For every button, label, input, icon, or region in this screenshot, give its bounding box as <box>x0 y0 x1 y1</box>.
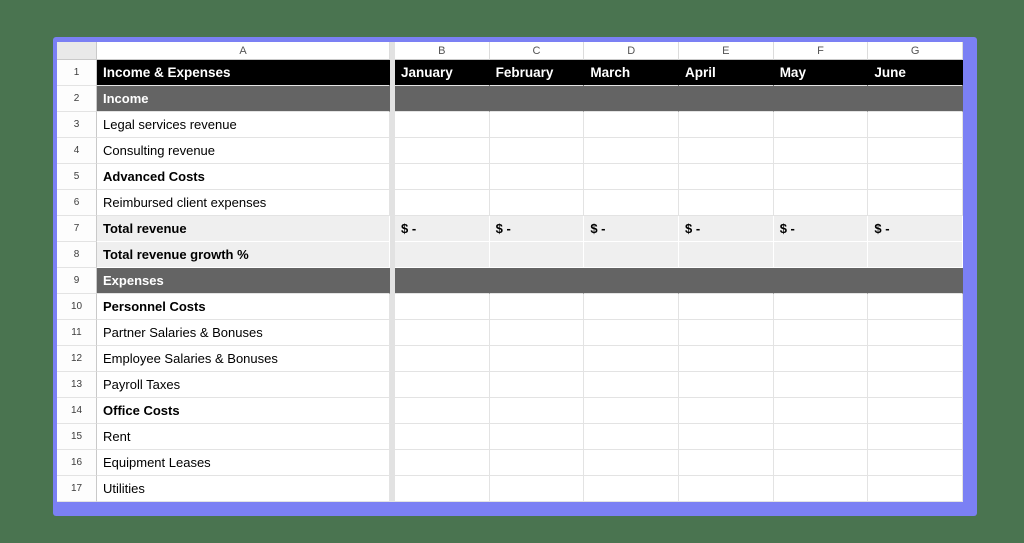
cell-C9[interactable] <box>490 268 585 294</box>
cell-B4[interactable] <box>395 138 490 164</box>
cell-D15[interactable] <box>584 424 679 450</box>
column-header-D[interactable]: D <box>584 42 679 60</box>
cell-B7[interactable]: $ - <box>395 216 490 242</box>
cell-A14[interactable]: Office Costs <box>97 398 390 424</box>
cell-B6[interactable] <box>395 190 490 216</box>
cell-G17[interactable] <box>868 476 963 502</box>
cell-A8[interactable]: Total revenue growth % <box>97 242 390 268</box>
cell-F13[interactable] <box>774 372 869 398</box>
cell-C12[interactable] <box>490 346 585 372</box>
cell-A10[interactable]: Personnel Costs <box>97 294 390 320</box>
cell-A13[interactable]: Payroll Taxes <box>97 372 390 398</box>
cell-E16[interactable] <box>679 450 774 476</box>
sheet-row-17 <box>57 476 963 502</box>
cell-B1[interactable]: January <box>395 60 490 86</box>
cell-A16[interactable]: Equipment Leases <box>97 450 390 476</box>
cell-B13[interactable] <box>395 372 490 398</box>
row-header-7[interactable]: 7 <box>57 216 97 242</box>
cell-A7[interactable]: Total revenue <box>97 216 390 242</box>
cell-D11[interactable] <box>584 320 679 346</box>
row-header-15[interactable]: 15 <box>57 424 97 450</box>
cell-G16[interactable] <box>868 450 963 476</box>
cell-E3[interactable] <box>679 112 774 138</box>
row-header-6[interactable]: 6 <box>57 190 97 216</box>
cell-C14[interactable] <box>490 398 585 424</box>
cell-C15[interactable] <box>490 424 585 450</box>
cell-B16[interactable] <box>395 450 490 476</box>
row-header-12[interactable]: 12 <box>57 346 97 372</box>
cell-B5[interactable] <box>395 164 490 190</box>
cell-E13[interactable] <box>679 372 774 398</box>
row-header-10[interactable]: 10 <box>57 294 97 320</box>
cell-G4[interactable] <box>868 138 963 164</box>
row-header-1[interactable]: 1 <box>57 60 97 86</box>
cell-E17[interactable] <box>679 476 774 502</box>
cell-F5[interactable] <box>774 164 869 190</box>
cell-C4[interactable] <box>490 138 585 164</box>
cell-G12[interactable] <box>868 346 963 372</box>
cell-D14[interactable] <box>584 398 679 424</box>
cell-A9[interactable]: Expenses <box>97 268 390 294</box>
cell-G14[interactable] <box>868 398 963 424</box>
cell-E5[interactable] <box>679 164 774 190</box>
sheet-row-13 <box>57 372 963 398</box>
cell-B14[interactable] <box>395 398 490 424</box>
cell-G1[interactable]: June <box>868 60 963 86</box>
cell-G8[interactable] <box>868 242 963 268</box>
cell-B8[interactable] <box>395 242 490 268</box>
cell-B9[interactable] <box>395 268 490 294</box>
cell-B10[interactable] <box>395 294 490 320</box>
row-header-17[interactable]: 17 <box>57 476 97 502</box>
cell-C10[interactable] <box>490 294 585 320</box>
cell-E12[interactable] <box>679 346 774 372</box>
cell-D16[interactable] <box>584 450 679 476</box>
cell-E1[interactable]: April <box>679 60 774 86</box>
cell-A15[interactable]: Rent <box>97 424 390 450</box>
cell-G2[interactable] <box>868 86 963 112</box>
column-header-A[interactable]: A <box>97 42 390 60</box>
cell-C5[interactable] <box>490 164 585 190</box>
row-header-11[interactable]: 11 <box>57 320 97 346</box>
sheet-row-3 <box>57 112 963 138</box>
cell-C17[interactable] <box>490 476 585 502</box>
cell-D8[interactable] <box>584 242 679 268</box>
cell-D6[interactable] <box>584 190 679 216</box>
cell-G7[interactable]: $ - <box>868 216 963 242</box>
cell-F7[interactable]: $ - <box>774 216 869 242</box>
cell-D17[interactable] <box>584 476 679 502</box>
cell-B11[interactable] <box>395 320 490 346</box>
cell-D3[interactable] <box>584 112 679 138</box>
cell-B12[interactable] <box>395 346 490 372</box>
cell-B17[interactable] <box>395 476 490 502</box>
cell-D12[interactable] <box>584 346 679 372</box>
row-header-5[interactable]: 5 <box>57 164 97 190</box>
sheet-row-8 <box>57 242 963 268</box>
cell-A1[interactable]: Income & Expenses <box>97 60 390 86</box>
cell-G9[interactable] <box>868 268 963 294</box>
sheet-frame <box>53 37 977 516</box>
cell-D7[interactable]: $ - <box>584 216 679 242</box>
cell-F6[interactable] <box>774 190 869 216</box>
sheet-row-5 <box>57 164 963 190</box>
cell-B3[interactable] <box>395 112 490 138</box>
cell-G10[interactable] <box>868 294 963 320</box>
cell-F4[interactable] <box>774 138 869 164</box>
cell-D2[interactable] <box>584 86 679 112</box>
cell-E6[interactable] <box>679 190 774 216</box>
cell-F3[interactable] <box>774 112 869 138</box>
cell-F2[interactable] <box>774 86 869 112</box>
cell-F15[interactable] <box>774 424 869 450</box>
cell-D13[interactable] <box>584 372 679 398</box>
cell-E2[interactable] <box>679 86 774 112</box>
row-header-13[interactable]: 13 <box>57 372 97 398</box>
cell-C13[interactable] <box>490 372 585 398</box>
cell-F11[interactable] <box>774 320 869 346</box>
cell-A5[interactable]: Advanced Costs <box>97 164 390 190</box>
cell-F16[interactable] <box>774 450 869 476</box>
cell-D9[interactable] <box>584 268 679 294</box>
cell-C11[interactable] <box>490 320 585 346</box>
sheet-row-7 <box>57 216 963 242</box>
sheet-row-10 <box>57 294 963 320</box>
cell-C7[interactable]: $ - <box>490 216 585 242</box>
row-header-9[interactable]: 9 <box>57 268 97 294</box>
cell-F8[interactable] <box>774 242 869 268</box>
cell-G11[interactable] <box>868 320 963 346</box>
column-header-E[interactable]: E <box>679 42 774 60</box>
cell-A11[interactable]: Partner Salaries & Bonuses <box>97 320 390 346</box>
sheet-row-12 <box>57 346 963 372</box>
cell-E8[interactable] <box>679 242 774 268</box>
cell-E15[interactable] <box>679 424 774 450</box>
cell-A2[interactable]: Income <box>97 86 390 112</box>
cell-F14[interactable] <box>774 398 869 424</box>
cell-C3[interactable] <box>490 112 585 138</box>
row-header-16[interactable]: 16 <box>57 450 97 476</box>
sheet-row-1 <box>57 60 963 86</box>
cell-G13[interactable] <box>868 372 963 398</box>
cell-C16[interactable] <box>490 450 585 476</box>
spreadsheet-grid <box>57 42 963 502</box>
cell-E9[interactable] <box>679 268 774 294</box>
cell-E7[interactable]: $ - <box>679 216 774 242</box>
cell-F9[interactable] <box>774 268 869 294</box>
cell-E10[interactable] <box>679 294 774 320</box>
sheet-row-9 <box>57 268 963 294</box>
cell-B2[interactable] <box>395 86 490 112</box>
sheet-row-15 <box>57 424 963 450</box>
cell-F1[interactable]: May <box>774 60 869 86</box>
sheet-row-2 <box>57 86 963 112</box>
cell-C1[interactable]: February <box>490 60 585 86</box>
cell-E4[interactable] <box>679 138 774 164</box>
cell-A6[interactable]: Reimbursed client expenses <box>97 190 390 216</box>
row-header-3[interactable]: 3 <box>57 112 97 138</box>
row-header-8[interactable]: 8 <box>57 242 97 268</box>
row-header-14[interactable]: 14 <box>57 398 97 424</box>
grid-rows <box>57 60 963 502</box>
cell-G5[interactable] <box>868 164 963 190</box>
column-header-C[interactable]: C <box>490 42 585 60</box>
cell-A12[interactable]: Employee Salaries & Bonuses <box>97 346 390 372</box>
row-header-4[interactable]: 4 <box>57 138 97 164</box>
cell-C6[interactable] <box>490 190 585 216</box>
sheet-row-6 <box>57 190 963 216</box>
column-header-row <box>57 42 963 60</box>
cell-F17[interactable] <box>774 476 869 502</box>
select-all-corner[interactable] <box>57 42 97 60</box>
row-header-2[interactable]: 2 <box>57 86 97 112</box>
sheet-row-16 <box>57 450 963 476</box>
cell-D1[interactable]: March <box>584 60 679 86</box>
sheet-row-4 <box>57 138 963 164</box>
cell-A4[interactable]: Consulting revenue <box>97 138 390 164</box>
cell-B15[interactable] <box>395 424 490 450</box>
cell-E11[interactable] <box>679 320 774 346</box>
column-header-B[interactable]: B <box>395 42 490 60</box>
cell-D5[interactable] <box>584 164 679 190</box>
cell-G15[interactable] <box>868 424 963 450</box>
cell-C8[interactable] <box>490 242 585 268</box>
sheet-row-14 <box>57 398 963 424</box>
cell-D4[interactable] <box>584 138 679 164</box>
cell-A3[interactable]: Legal services revenue <box>97 112 390 138</box>
cell-F12[interactable] <box>774 346 869 372</box>
cell-F10[interactable] <box>774 294 869 320</box>
cell-E14[interactable] <box>679 398 774 424</box>
cell-A17[interactable]: Utilities <box>97 476 390 502</box>
column-header-G[interactable]: G <box>868 42 963 60</box>
column-header-F[interactable]: F <box>774 42 869 60</box>
cell-G6[interactable] <box>868 190 963 216</box>
cell-C2[interactable] <box>490 86 585 112</box>
cell-G3[interactable] <box>868 112 963 138</box>
sheet-row-11 <box>57 320 963 346</box>
cell-D10[interactable] <box>584 294 679 320</box>
